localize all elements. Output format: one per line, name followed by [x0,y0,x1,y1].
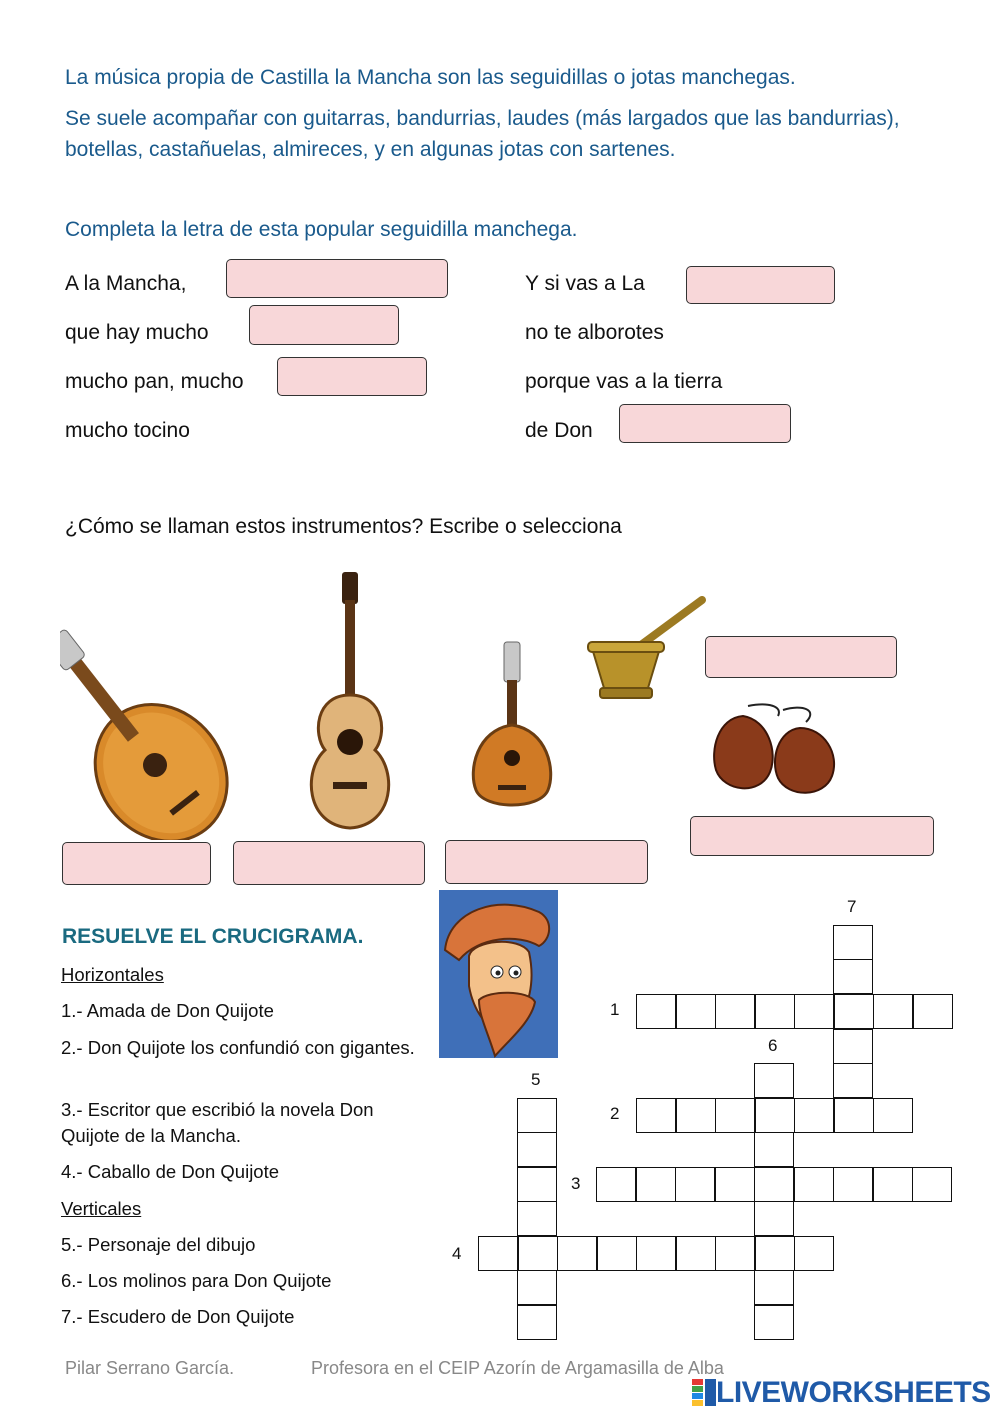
crossword-cell-h1-6[interactable] [834,994,874,1029]
crossword-number-1: 1 [610,1000,620,1019]
crossword-cell-v6-3[interactable] [754,1201,794,1236]
liveworksheets-logo-icon [692,1379,716,1407]
instrument-blank-guitarra[interactable] [233,841,425,885]
crossword-cell-v5-5[interactable] [517,1270,557,1305]
crossword-cell-v7-2[interactable] [833,959,873,994]
crossword-cell-h1-8[interactable] [913,994,953,1029]
lyric-left-3: mucho pan, mucho [65,370,244,393]
crossword-number-4: 4 [452,1244,462,1263]
crossword-cell-h3-1[interactable] [596,1167,636,1202]
footer-role: Profesora en el CEIP Azorín de Argamasilla de Alba [311,1358,724,1378]
laud-image [60,600,295,840]
lyric-right-4: de Don [525,419,593,442]
crossword-cell-h1-5[interactable] [794,994,834,1029]
lyric-blank-1[interactable] [226,259,448,298]
liveworksheets-logo [692,1376,991,1410]
clue-6: 6.- Los molinos para Don Quijote [61,1270,332,1291]
clue-1: 1.- Amada de Don Quijote [61,1000,274,1021]
crossword-cell-h3-4[interactable] [715,1167,755,1202]
crossword-cell-v5-6[interactable] [517,1305,557,1340]
clue-3: 3.- Escritor que escribió la novela Don Quijote de la Mancha. [61,1099,374,1146]
crossword-cell-v6-4[interactable] [754,1270,794,1305]
lyric-right-3: porque vas a la tierra [525,370,723,393]
crossword-cell-v7-3[interactable] [833,1029,873,1064]
crossword-cell-h4-2[interactable] [518,1236,558,1271]
lyrics-instruction: Completa la letra de esta popular seguidilla manchega. [65,218,578,241]
crossword-cell-h2-7[interactable] [873,1098,913,1133]
crossword-cell-h3-9[interactable] [912,1167,952,1202]
crossword-cell-h3-7[interactable] [833,1167,873,1202]
crossword-cell-h3-5[interactable] [754,1167,794,1202]
lyric-blank-3[interactable] [277,357,427,396]
lyric-left-2: que hay mucho [65,321,209,344]
crossword-number-7: 7 [847,897,857,916]
horizontal-heading: Horizontales [61,964,164,985]
instrument-blank-castanuelas[interactable] [690,816,934,856]
crossword-number-2: 2 [610,1104,620,1123]
crossword-cell-h1-7[interactable] [873,994,913,1029]
footer-author: Pilar Serrano García. [65,1358,235,1378]
crossword-cell-v5-4[interactable] [517,1201,557,1236]
crossword-cell-h3-8[interactable] [873,1167,913,1202]
bandurria-image [462,640,562,815]
don-quijote-picture [439,890,558,1058]
crossword-cell-h4-9[interactable] [794,1236,834,1271]
crossword-cell-v6-2[interactable] [754,1132,794,1167]
crossword-cell-h3-6[interactable] [794,1167,834,1202]
lyric-left-1: A la Mancha, [65,272,187,295]
crossword-number-5: 5 [531,1070,541,1089]
clue-7: 7.- Escudero de Don Quijote [61,1306,295,1327]
lyric-blank-2[interactable] [249,305,399,345]
lyric-blank-5[interactable] [619,404,791,443]
crossword-cell-h3-2[interactable] [636,1167,676,1202]
guitar-image [295,570,405,832]
crossword-cell-v5-3[interactable] [517,1167,557,1202]
instruments-question: ¿Cómo se llaman estos instrumentos? Escribe o selecciona [65,515,622,538]
crossword-cell-h4-7[interactable] [715,1236,755,1271]
instrument-blank-laud[interactable] [62,842,211,885]
crossword-cell-v6-5[interactable] [754,1305,794,1340]
crossword-cell-h4-3[interactable] [557,1236,597,1271]
clue-4: 4.- Caballo de Don Quijote [61,1161,280,1182]
crossword-cell-v7-1[interactable] [833,925,873,960]
castanuelas-image [708,700,843,802]
crossword-cell-h4-4[interactable] [597,1236,637,1271]
instrument-blank-almirez[interactable] [705,636,897,678]
crossword-cell-h2-2[interactable] [676,1098,716,1133]
crossword-cell-h4-8[interactable] [755,1236,795,1271]
crossword-number-3: 3 [571,1174,581,1193]
lyric-right-1: Y si vas a La [525,272,645,295]
crossword-cell-h1-4[interactable] [755,994,795,1029]
vertical-heading: Verticales [61,1198,142,1219]
crossword-cell-h4-6[interactable] [676,1236,716,1271]
crossword-cell-h1-2[interactable] [676,994,716,1029]
crossword-cell-h2-1[interactable] [636,1098,676,1133]
crossword-cell-h1-1[interactable] [636,994,676,1029]
clue-5: 5.- Personaje del dibujo [61,1234,256,1255]
crossword-cell-h2-3[interactable] [715,1098,755,1133]
crossword-cell-h4-5[interactable] [636,1236,676,1271]
crossword-cell-v5-2[interactable] [517,1132,557,1167]
lyric-right-2: no te alborotes [525,321,664,344]
lyric-left-4: mucho tocino [65,419,190,442]
lyric-blank-4[interactable] [686,266,835,304]
crossword-cell-h2-6[interactable] [834,1098,874,1133]
crossword-cell-h3-3[interactable] [675,1167,715,1202]
crossword-cell-h1-3[interactable] [715,994,755,1029]
instrument-blank-bandurria[interactable] [445,840,648,884]
crossword-cell-h2-5[interactable] [794,1098,834,1133]
crossword-title: RESUELVE EL CRUCIGRAMA. [62,925,364,948]
crossword-number-6: 6 [768,1036,778,1055]
intro-line-1: La música propia de Castilla la Mancha son las seguidillas o jotas manchegas. [65,66,796,89]
crossword-cell-h4-1[interactable] [478,1236,518,1271]
crossword-cell-h2-4[interactable] [755,1098,795,1133]
crossword-cell-v7-4[interactable] [833,1063,873,1098]
almirez-image [586,596,708,704]
crossword-cell-v6-1[interactable] [754,1063,794,1098]
clue-2: 2.- Don Quijote los confundió con gigantes. [61,1037,415,1058]
intro-line-2: Se suele acompañar con guitarras, bandurrias, laudes (más largados que las bandurrias), botellas, castañuelas, almireces, y en algunas jotas con sartenes. [65,107,900,161]
crossword-cell-v5-1[interactable] [517,1098,557,1133]
liveworksheets-logo-text: LIVEWORKSHEETS [716,1376,991,1409]
